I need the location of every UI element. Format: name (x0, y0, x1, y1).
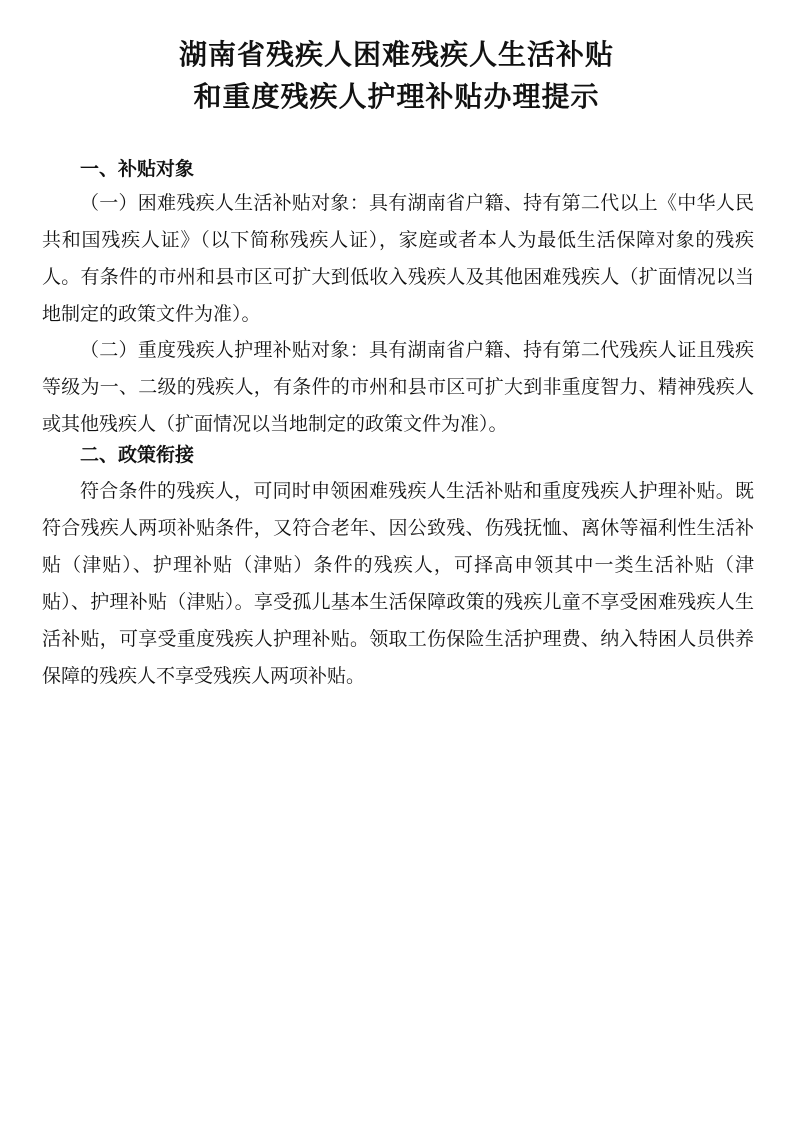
section-heading-subsidy-targets: 一、补贴对象 (80, 158, 195, 180)
document-title-line-2: 和重度残疾人护理补贴办理提示 (193, 80, 600, 113)
document-title-line-1: 湖南省残疾人困难残疾人生活补贴 (178, 38, 614, 71)
paragraph-living-subsidy-targets: （一）困难残疾人生活补贴对象：具有湖南省户籍、持有第二代以上《中华人民共和国残疾人证》（以下简称残疾人证），家庭或者本人为最低生活保障对象的残疾人。有条件的市州和县市区可扩大到低收入残疾人及其他困难残疾人（扩面情况以当地制定的政策文件为准）。 (42, 192, 754, 325)
paragraph-policy-connection: 符合条件的残疾人，可同时申领困难残疾人生活补贴和重度残疾人护理补贴。既符合残疾人两项补贴条件，又符合老年、因公致残、伤残抚恤、离休等福利性生活补贴（津贴）、护理补贴（津贴）条件的残疾人，可择高申领其中一类生活补贴（津贴）、护理补贴（津贴）。享受孤儿基本生活保障政策的残疾儿童不享受困难残疾人生活补贴，可享受重度残疾人护理补贴。领取工伤保险生活护理费、纳入特困人员供养保障的残疾人不享受残疾人两项补贴。 (42, 480, 754, 687)
paragraph-nursing-subsidy-targets: （二）重度残疾人护理补贴对象：具有湖南省户籍、持有第二代残疾人证且残疾等级为一、二级的残疾人，有条件的市州和县市区可扩大到非重度智力、精神残疾人或其他残疾人（扩面情况以当地制定的政策文件为准）。 (42, 339, 754, 435)
section-heading-policy-connection: 二、政策衔接 (80, 444, 195, 466)
